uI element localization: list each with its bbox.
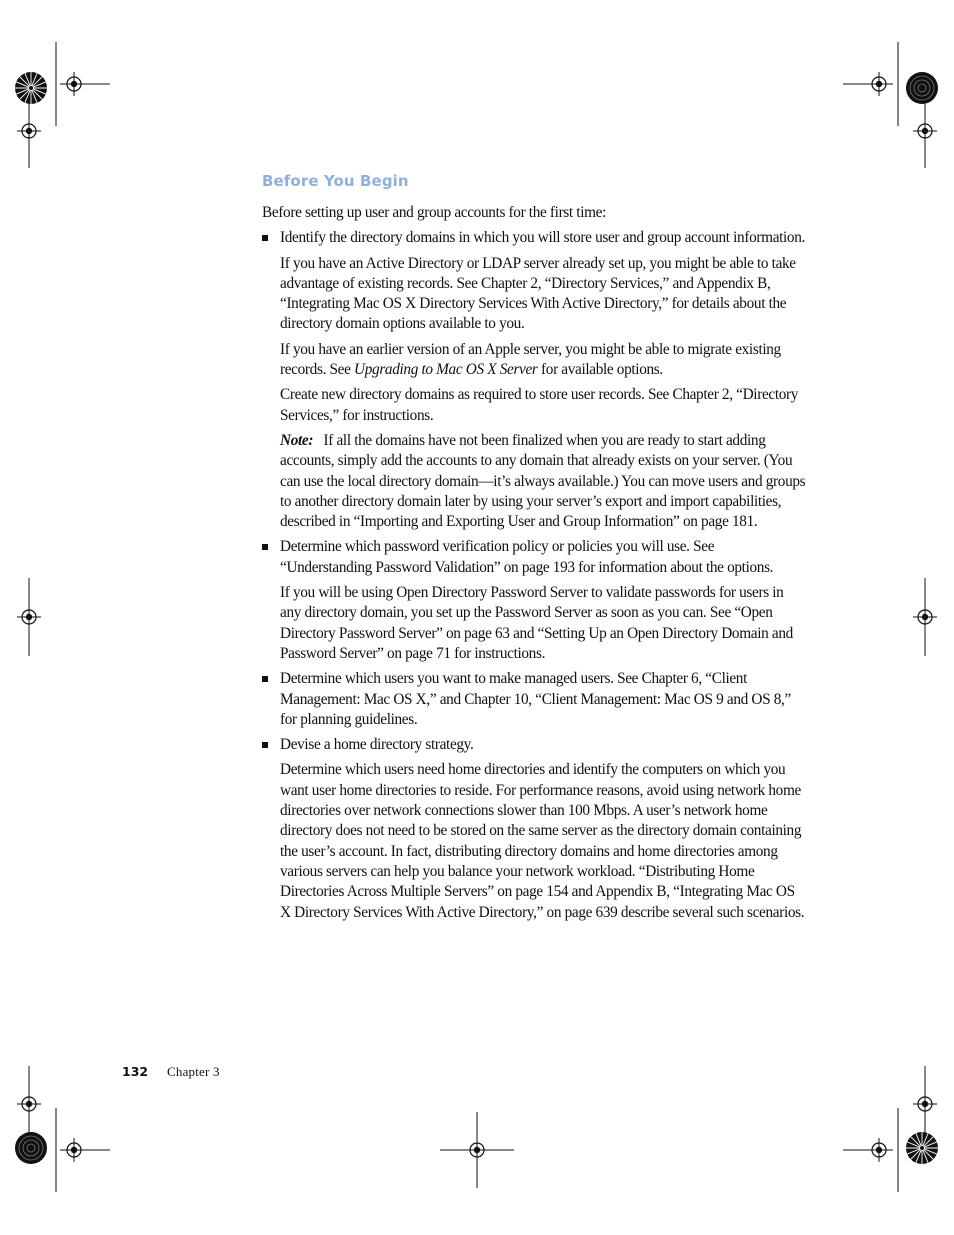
bullet-square-icon	[262, 544, 268, 550]
paragraph: Create new directory domains as required to store user records. See Chapter 2, “Directory Services,” for instructions.	[280, 386, 799, 424]
list-item	[262, 735, 807, 755]
note-paragraph	[262, 431, 807, 532]
list-item	[262, 228, 807, 248]
chapter-label: Chapter 3	[167, 1064, 220, 1079]
page-number: 132	[122, 1064, 149, 1079]
page-footer	[122, 1064, 220, 1080]
list-item	[262, 537, 807, 578]
list-item	[262, 669, 807, 730]
text-run: If you have an earlier version of an Apple server, you might be able to migrate existing records. See	[280, 340, 781, 379]
page-body	[262, 172, 807, 928]
list-item-text: Determine which password verification policy or policies you will use. See “Understanding Password Validation” on page 193 for information about the options.	[280, 538, 774, 576]
note-label: Note:	[280, 431, 314, 449]
book-title: Upgrading to Mac OS X Server	[354, 361, 538, 379]
text-run: for available options.	[537, 361, 663, 379]
list-item-text: Devise a home directory strategy.	[280, 736, 474, 754]
paragraph	[262, 340, 807, 381]
intro-paragraph: Before setting up user and group accounts for the first time:	[262, 204, 606, 221]
section-heading: Before You Begin	[262, 172, 409, 190]
paragraph: Determine which users need home directories and identify the computers on which you want user home directories to reside. For performance reasons, avoid using network home directories over network connections slower than 100 Mbps. A user’s network home directory does not need to be stored on the same server as the directory domain containing the user’s account. In fact, distributing directory domains and home directories among various servers can help you balance your network workload. “Distributing Home Directories Across Multiple Servers” on page 154 and Appendix B, “Integrating Mac OS X Directory Services With Active Directory,” on page 639 describe several such scenarios.	[280, 761, 805, 921]
bullet-square-icon	[262, 235, 268, 241]
list-item-text: Identify the directory domains in which you will store user and group account information.	[280, 229, 805, 247]
paragraph: If you will be using Open Directory Password Server to validate passwords for users in any directory domain, you set up the Password Server as soon as you can. See “Open Directory Password Server” on page 63 and “Setting Up an Open Directory Domain and Password Server” on page 71 for instructions.	[280, 584, 793, 662]
bullet-square-icon	[262, 676, 268, 682]
paragraph: If you have an Active Directory or LDAP server already set up, you might be able to take advantage of existing records. See Chapter 2, “Directory Services,” and Appendix B, “Integrating Mac OS X Directory Services With Active Directory,” for details about the directory domain options available to you.	[280, 254, 796, 333]
list-item-text: Determine which users you want to make managed users. See Chapter 6, “Client Management: Mac OS X,” and Chapter 10, “Client Management: Mac OS 9 and OS 8,” for planning guidelines.	[280, 670, 791, 728]
bullet-square-icon	[262, 742, 268, 748]
note-text: If all the domains have not been finalized when you are ready to start adding accounts, simply add the accounts to any domain that already exists on your server. (You can use the local directory domain—it’s always available.) You can move users and groups to another directory domain later by using your server’s export and import capabilities, described in “Importing and Exporting User and Group Information” on page 181.	[280, 431, 806, 531]
